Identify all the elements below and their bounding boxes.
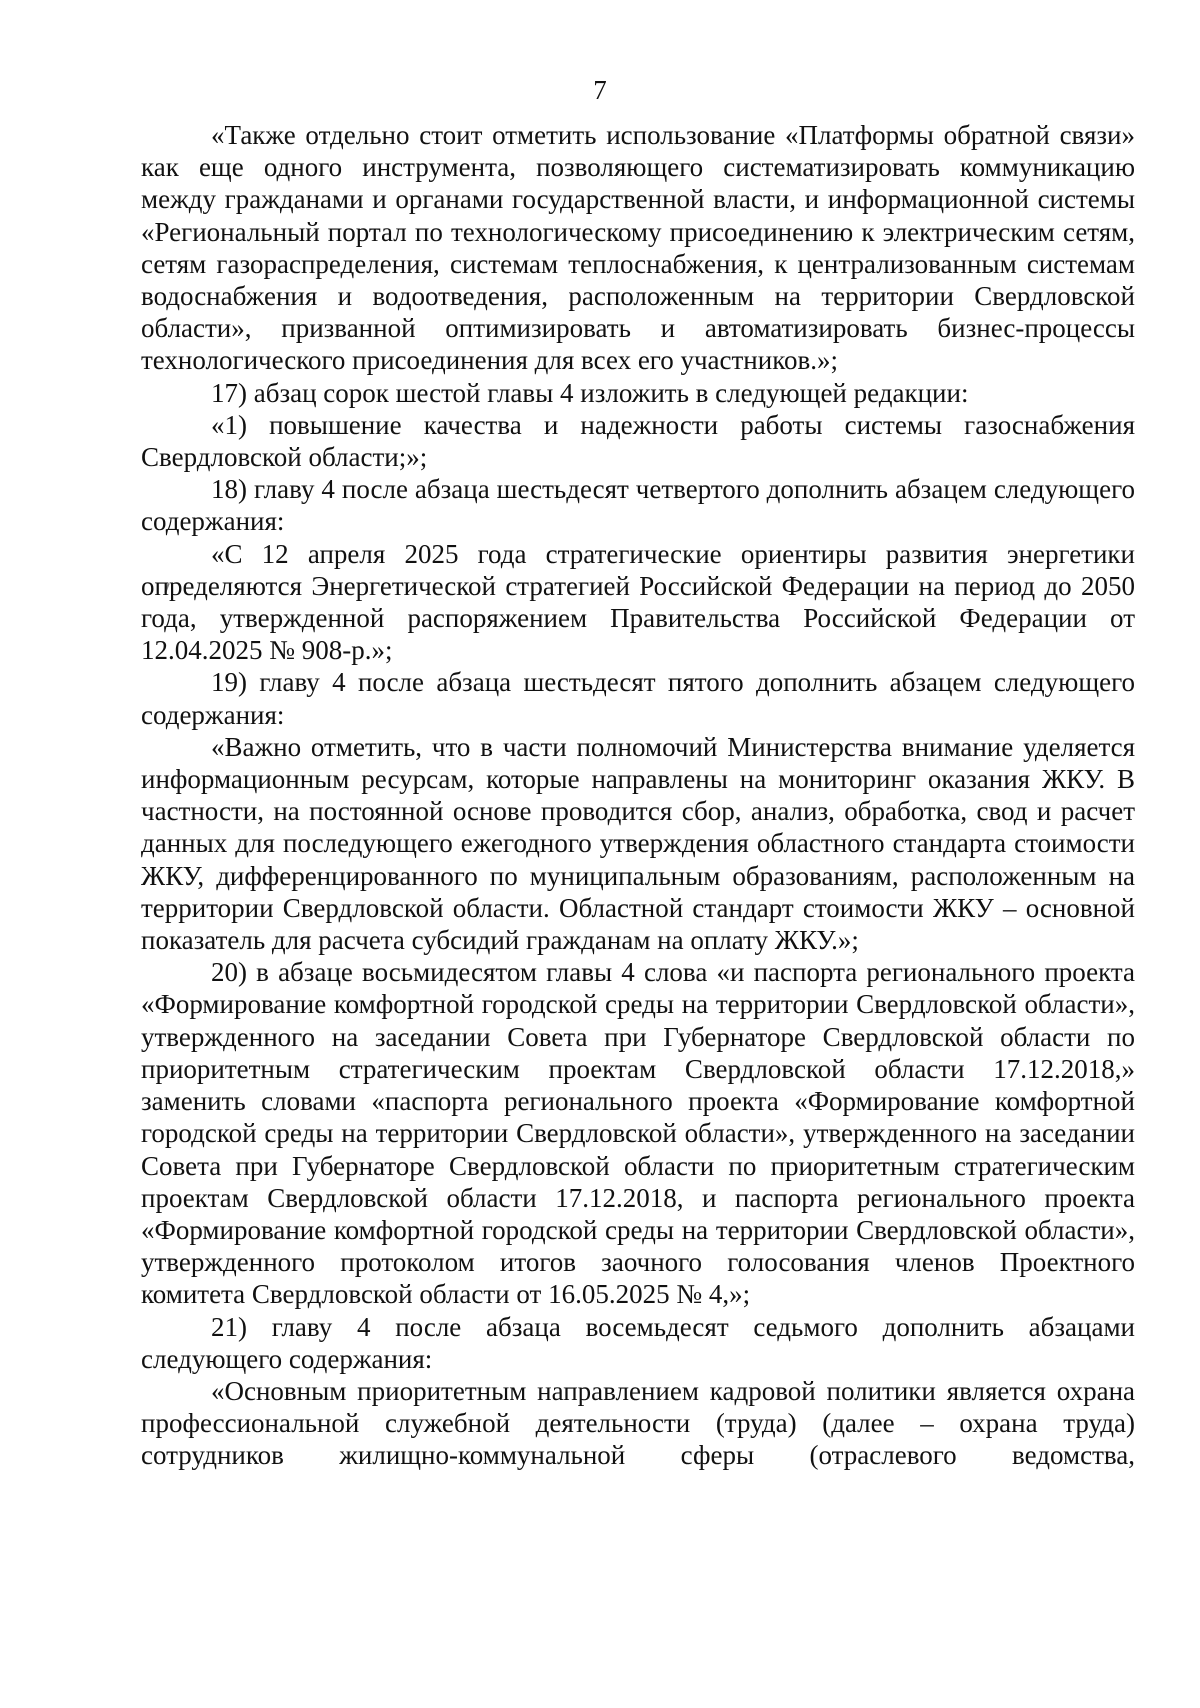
paragraph-item-21: 21) главу 4 после абзаца восемьдесят седьмого дополнить абзацами следующего содержания: <box>141 1311 1135 1374</box>
paragraph-item-20: 20) в абзаце восьмидесятом главы 4 слова «и паспорта регионального проекта «Формирование комфортной городской среды на территории Свердловской области», утвержденного на заседании Совета при Губернаторе Свердловской области по приоритетным стратегическим проектам Свердловской области 17.12.2018,» заменить словами «паспорта регионального проекта «Формирование комфортной городской среды на территории Свердловской области», утвержденного на заседании Совета при Губернаторе Свердловской области по приоритетным стратегическим проектам Свердловской области 17.12.2018, и паспорта регионального проекта «Формирование комфортной городской среды на территории Свердловской области», утвержденного протоколом итогов заочного голосования членов Проектного комитета Свердловской области от 16.05.2025 № 4,»; <box>141 957 1135 1310</box>
paragraph-item-18: 18) главу 4 после абзаца шестьдесят четвертого дополнить абзацем следующего содержания: <box>141 474 1135 537</box>
document-body <box>141 119 1135 1472</box>
paragraph-quote-energy-strategy: «С 12 апреля 2025 года стратегические ориентиры развития энергетики определяются Энергетической стратегией Российской Федерации на период до 2050 года, утвержденной распоряжением Правительства Российской Федерации от 12.04.2025 № 908-р.»; <box>141 538 1135 666</box>
paragraph-quote-information-resources: «Важно отметить, что в части полномочий Министерства внимание уделяется информационным ресурсам, которые направлены на мониторинг оказания ЖКУ. В частности, на постоянной основе проводится сбор, анализ, обработка, свод и расчет данных для последующего ежегодного утверждения областного стандарта стоимости ЖКУ, дифференцированного по муниципальным образованиям, расположенным на территории Свердловской области. Областной стандарт стоимости ЖКУ – основной показатель для расчета субсидий гражданам на оплату ЖКУ.»; <box>141 731 1135 956</box>
page-number: 7 <box>593 75 607 105</box>
paragraph-quote-personnel-policy: «Основным приоритетным направлением кадровой политики является охрана профессиональной служебной деятельности (труда) (далее – охрана труда) сотрудников жилищно-коммунальной сферы (отраслевого ведомства, <box>141 1375 1135 1471</box>
paragraph-item-17: 17) абзац сорок шестой главы 4 изложить в следующей редакции: <box>211 377 969 408</box>
paragraph-quote-feedback-platform: «Также отдельно стоит отметить использование «Платформы обратной связи» как еще одного инструмента, позволяющего систематизировать коммуникацию между гражданами и органами государственной власти, и информационной системы «Региональный портал по технологическому присоединению к электрическим сетям, сетям газораспределения, системам теплоснабжения, к централизованным системам водоснабжения и водоотведения, расположенным на территории Свердловской области», призванной оптимизировать и автоматизировать бизнес-процессы технологического присоединения для всех его участников.»; <box>141 120 1135 376</box>
paragraph-quote-gas-supply: «1) повышение качества и надежности работы системы газоснабжения Свердловской области;»; <box>141 409 1135 473</box>
paragraph-item-19: 19) главу 4 после абзаца шестьдесят пятого дополнить абзацем следующего содержания: <box>141 667 1135 730</box>
